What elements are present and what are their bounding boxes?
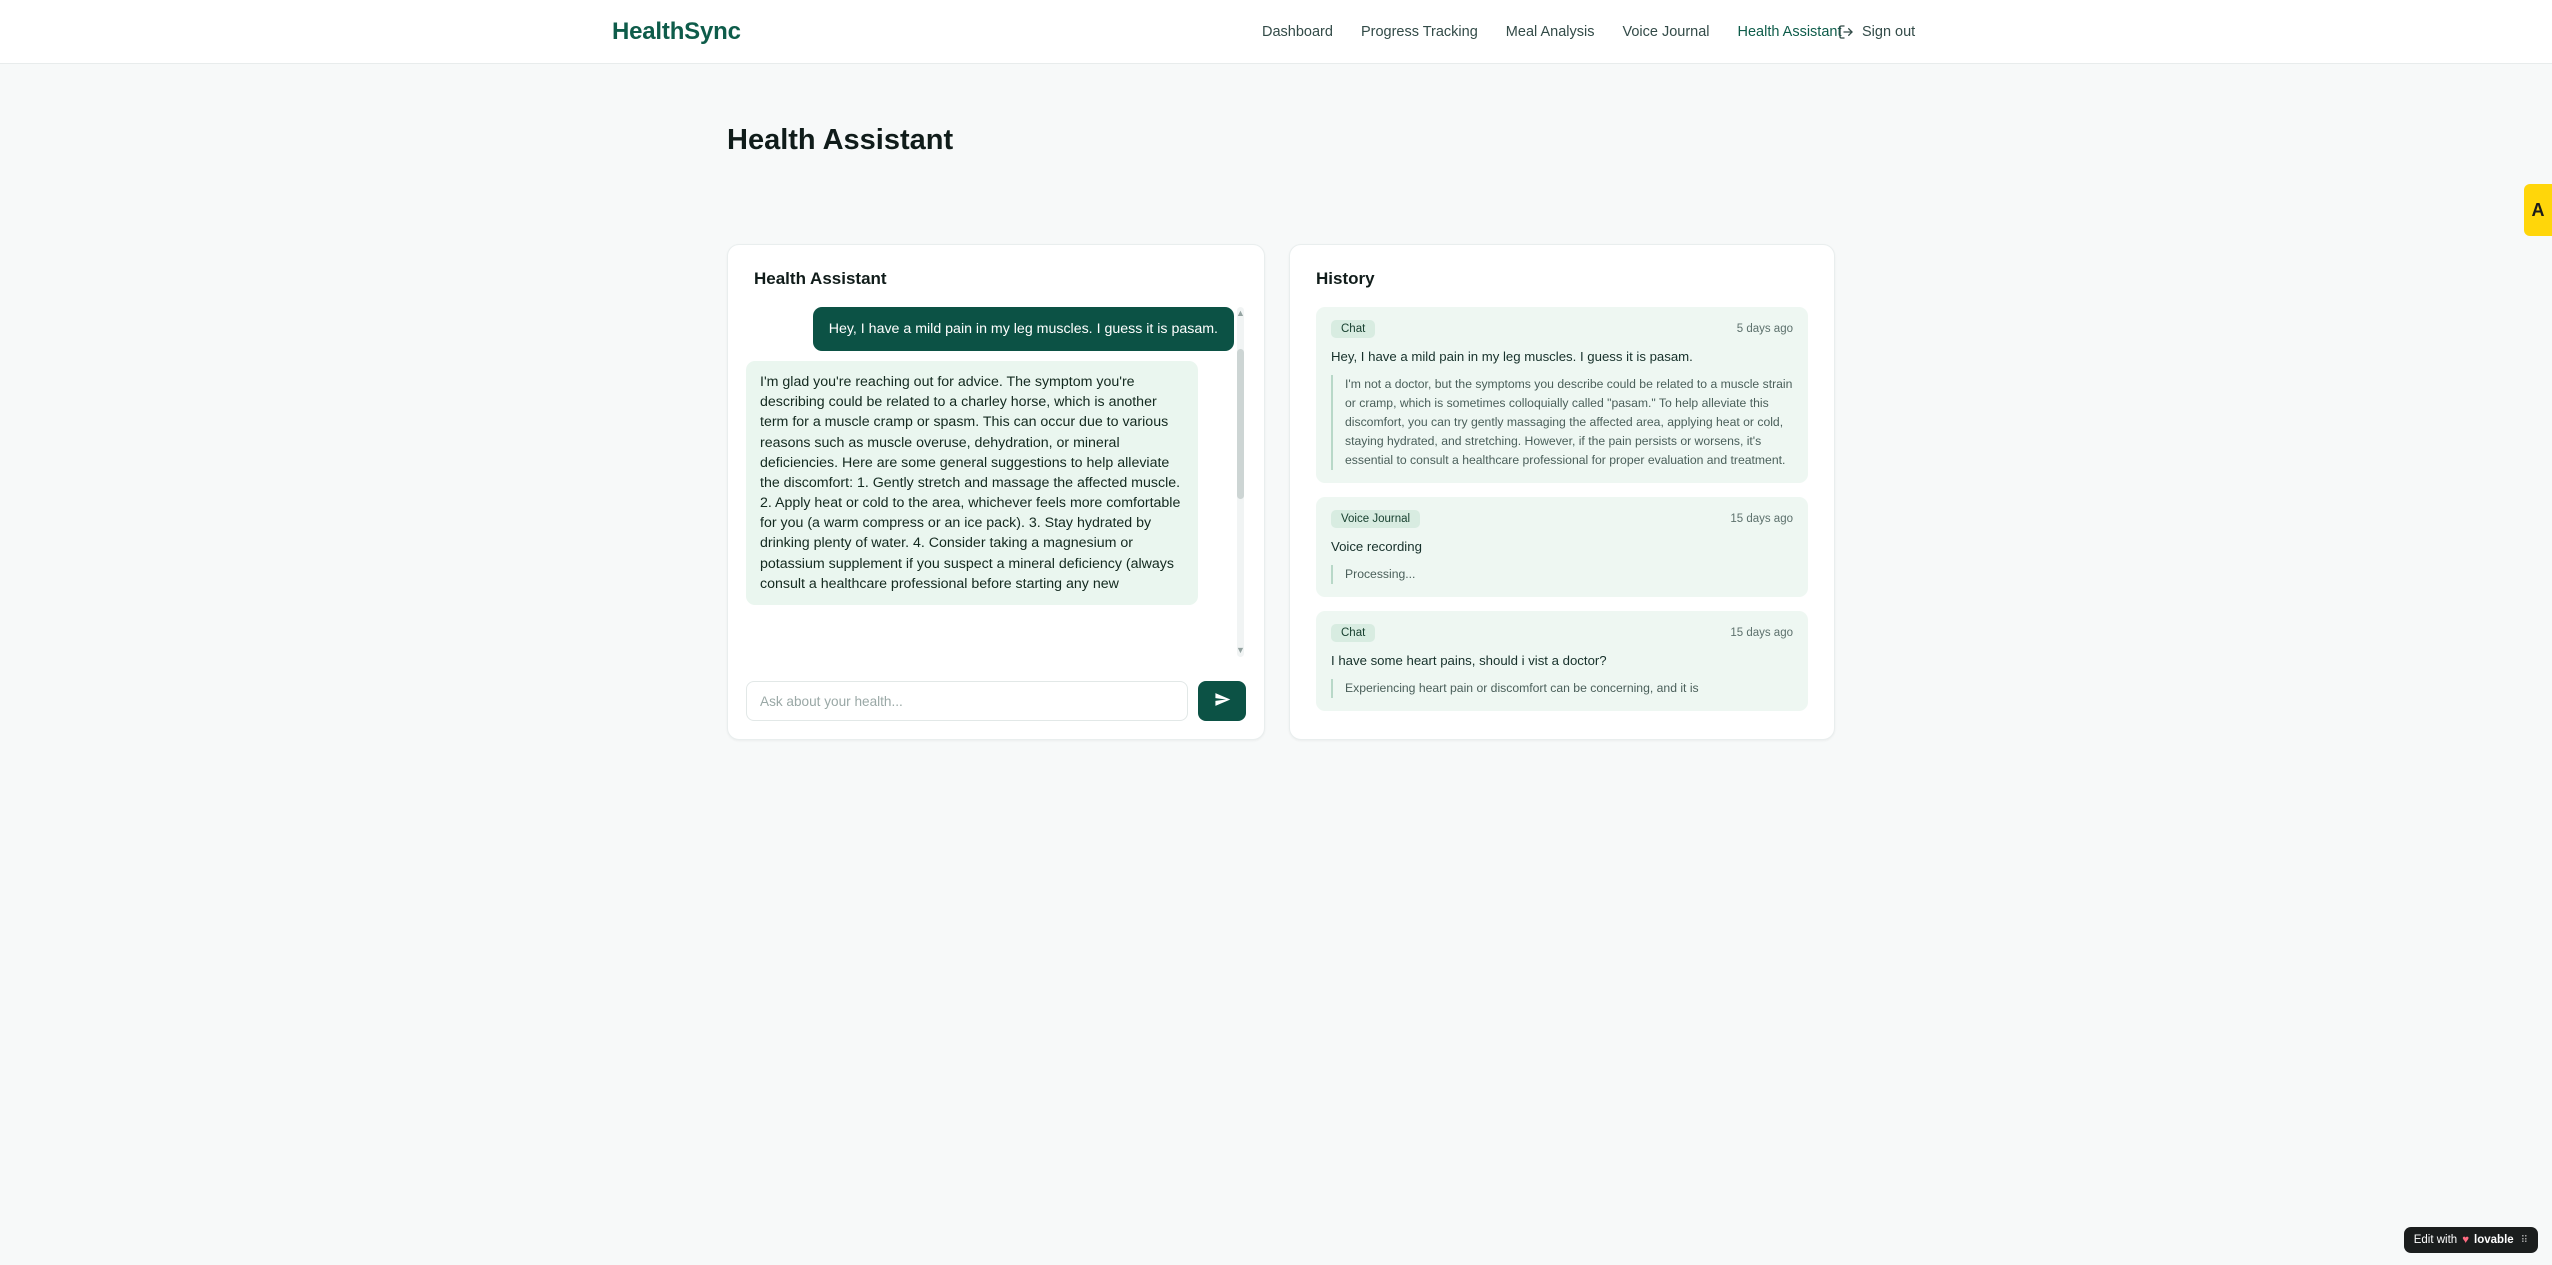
- logout-icon: [1838, 24, 1854, 40]
- scroll-down-arrow-icon[interactable]: ▼: [1236, 645, 1245, 655]
- history-item-text: Voice recording: [1331, 538, 1422, 554]
- page-title: Health Assistant: [727, 124, 954, 156]
- history-item-header: [1331, 510, 1793, 528]
- history-item-header: [1331, 320, 1793, 338]
- chat-bubble-assistant: I'm glad you're reaching out for advice. The symptom you're describing could be related to a charley horse, which is another term for a muscle cramp or spasm. This can occur due to various reasons such as muscle overuse, dehydration, or mineral deficiencies. Here are some general suggestions to help alleviate the discomfort: 1. Gently stretch and massage the affected muscle. 2. Apply heat or cold to the area, whichever feels more comfortable for you (a warm compress or an ice pack). 3. Stay hydrated by drinking plenty of water. 4. Consider taking a magnesium or potassium supplement if you suspect a mineral deficiency (always consult a healthcare professional before starting any new: [746, 361, 1198, 605]
- assistant-card-title: Health Assistant: [754, 269, 887, 288]
- chat-composer: [746, 681, 1246, 721]
- scroll-up-arrow-icon[interactable]: ▲: [1236, 308, 1245, 318]
- history-item-reply: I'm not a doctor, but the symptoms you describe could be related to a muscle strain or cramp, which is sometimes colloquially called "pasam." To help alleviate this discomfort, you can try gently massaging the affected area, applying heat or cold, staying hydrated, and stretching. However, if the pain persists or worsens, it's essential to consult a healthcare professional for proper evaluation and treatment.: [1331, 375, 1793, 470]
- nav-link-progress-tracking[interactable]: Progress Tracking: [1360, 23, 1478, 40]
- status-badge: Chat: [1331, 624, 1375, 642]
- status-badge: Voice Journal: [1331, 510, 1420, 528]
- history-list[interactable]: [1316, 307, 1808, 727]
- sign-out-button[interactable]: [1838, 24, 1915, 40]
- accessibility-toggle-icon[interactable]: A: [2524, 184, 2552, 236]
- send-icon: [1214, 691, 1231, 711]
- history-item-text: Hey, I have a mild pain in my leg muscles. I guess it is pasam.: [1331, 349, 1693, 364]
- assistant-card: [727, 244, 1265, 740]
- nav-link-dashboard[interactable]: Dashboard: [1262, 23, 1333, 40]
- history-item-reply: Experiencing heart pain or discomfort can be concerning, and it is: [1331, 679, 1793, 698]
- list-item[interactable]: [1316, 611, 1808, 711]
- history-item-text: I have some heart pains, should i vist a doctor?: [1331, 652, 1607, 668]
- history-item-header: [1331, 624, 1793, 642]
- list-item[interactable]: [1316, 497, 1808, 597]
- chat-input[interactable]: [746, 681, 1188, 721]
- chat-message-list[interactable]: [746, 307, 1246, 657]
- history-card-title: History: [1316, 269, 1375, 288]
- nav-link-health-assistant[interactable]: Health Assistant: [1737, 23, 1842, 40]
- edit-with-lovable-badge[interactable]: [2404, 1227, 2538, 1253]
- history-item-time: 15 days ago: [1730, 626, 1793, 639]
- heart-icon: ♥: [2462, 1234, 2470, 1246]
- edit-badge-brand: lovable: [2474, 1234, 2514, 1246]
- send-button[interactable]: [1198, 681, 1246, 721]
- drag-handle-icon[interactable]: ⠿: [2520, 1234, 2528, 1246]
- chat-message-user: [746, 307, 1246, 351]
- nav-links: [1262, 24, 1842, 40]
- sign-out-label: Sign out: [1862, 23, 1916, 40]
- chat-bubble-user: Hey, I have a mild pain in my leg muscles. I guess it is pasam.: [813, 307, 1234, 351]
- history-item-reply: Processing...: [1331, 565, 1793, 584]
- history-card: [1289, 244, 1835, 740]
- chat-scrollbar-thumb[interactable]: [1237, 349, 1244, 499]
- nav-link-voice-journal[interactable]: Voice Journal: [1622, 23, 1710, 40]
- history-item-time: 5 days ago: [1736, 323, 1793, 335]
- top-navbar: [0, 0, 2552, 64]
- nav-link-meal-analysis[interactable]: Meal Analysis: [1505, 23, 1595, 40]
- brand-logo[interactable]: HealthSync: [612, 17, 741, 45]
- chat-message-assistant: [746, 361, 1246, 605]
- list-item[interactable]: [1316, 307, 1808, 483]
- edit-badge-prefix: Edit with: [2413, 1234, 2458, 1246]
- status-badge: Chat: [1331, 320, 1375, 338]
- history-item-time: 15 days ago: [1730, 512, 1793, 525]
